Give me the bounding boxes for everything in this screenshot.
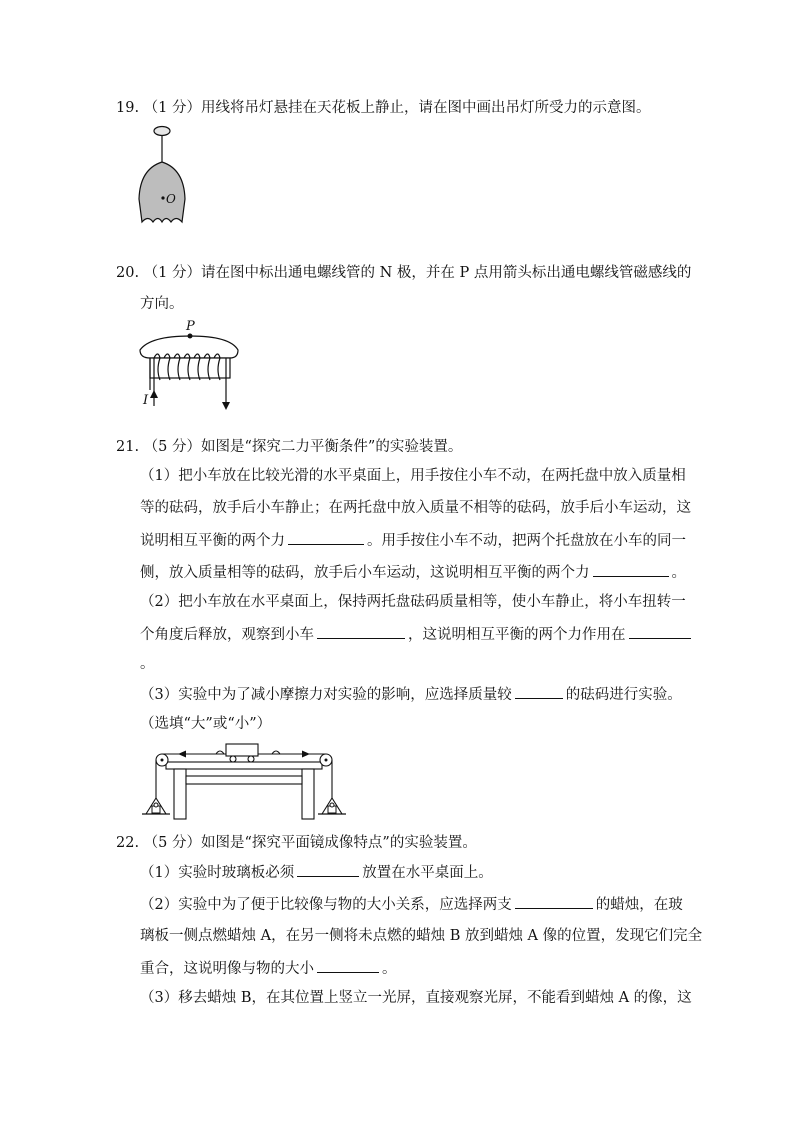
q21-p1-line3 — [140, 530, 686, 551]
q22-p1-b: 放置在水平桌面上。 — [362, 865, 493, 881]
q21-answer-blank-2[interactable] — [593, 562, 669, 577]
q19-label-o: O — [166, 192, 176, 206]
q19-lamp-figure — [130, 124, 210, 234]
q22-p3: （3）移去蜡烛 B，在其位置上竖立一光屏，直接观察光屏，不能看到蜡烛 A 的像，这 — [140, 990, 692, 1006]
q21-p2-line1: （2）把小车放在水平桌面上，保持两托盘砝码质量相等，使小车静止，将小车扭转一 — [140, 594, 686, 610]
q21-answer-blank-4[interactable] — [629, 624, 691, 639]
q20-text-line1: 20. （1 分）请在图中标出通电螺线管的 N 极，并在 P 点用箭头标出通电螺线管磁感线的 — [116, 265, 692, 281]
q20-label-p: P — [186, 319, 195, 334]
q22-answer-blank-2[interactable] — [515, 894, 593, 909]
q21-p1-line1: （1）把小车放在比较光滑的水平桌面上，用手按住小车不动，在两托盘中放入质量相 — [140, 468, 686, 484]
q22-p2-line2: 璃板一侧点燃蜡烛 A，在另一侧将未点燃的蜡烛 B 放到蜡烛 A 像的位置，发现它们完全 — [140, 928, 703, 944]
q21-p1-line4-a: 侧，放入质量相等的砝码，放手后小车运动，这说明相互平衡的两个力 — [140, 565, 590, 581]
q22-p1-a: （1）实验时玻璃板必须 — [140, 865, 295, 881]
q22-p2-line1 — [140, 894, 683, 915]
q21-title: 21. （5 分）如图是“探究二力平衡条件”的实验装置。 — [116, 439, 463, 455]
q22-answer-blank-3[interactable] — [317, 958, 379, 973]
q22-p1 — [140, 862, 493, 883]
q22-answer-blank-1[interactable] — [297, 862, 359, 877]
q21-p2-line2 — [140, 624, 694, 645]
q20-text-line2: 方向。 — [140, 296, 184, 312]
q21-p2-line3: 。 — [140, 656, 155, 672]
q22-p2-line1-b: 的蜡烛，在玻 — [595, 897, 683, 913]
q21-answer-blank-5[interactable] — [515, 684, 563, 699]
q22-p2-line1-a: （2）实验中为了便于比较像与物的大小关系，应选择两支 — [140, 897, 512, 913]
q22-p2-line3 — [140, 958, 397, 979]
q21-p1-line3-b: 。用手按住小车不动，把两个托盘放在小车的同一 — [367, 533, 686, 549]
q21-p3-line1-a: （3）实验中为了减小摩擦力对实验的影响，应选择质量较 — [140, 687, 512, 703]
q21-p1-line2: 等的砝码，放手后小车静止；在两托盘中放入质量不相等的砝码，放手后小车运动，这 — [140, 500, 691, 516]
q19-text: 19. （1 分）用线将吊灯悬挂在天花板上静止，请在图中画出吊灯所受力的示意图。 — [116, 100, 651, 116]
q21-p2-line2-b: ，这说明相互平衡的两个力作用在 — [408, 627, 626, 643]
q21-p2-line2-a: 个角度后释放，观察到小车 — [140, 627, 314, 643]
q21-p3-line1-b: 的砝码进行实验。 — [565, 687, 682, 703]
q20-solenoid-figure — [130, 318, 250, 413]
q22-p2-line3-b: 。 — [382, 961, 397, 977]
q21-apparatus-figure — [138, 738, 348, 820]
q22-p2-line3-a: 重合，这说明像与物的大小 — [140, 961, 314, 977]
q21-p1-line4-b: 。 — [671, 565, 686, 581]
q22-title: 22. （5 分）如图是“探究平面镜成像特点”的实验装置。 — [116, 835, 477, 851]
q21-p3-line2: （选填“大”或“小”） — [140, 716, 272, 732]
q21-answer-blank-3[interactable] — [317, 624, 405, 639]
q21-p3-line1 — [140, 684, 682, 705]
q21-p1-line3-a: 说明相互平衡的两个力 — [140, 533, 285, 549]
q20-label-i: I — [143, 393, 149, 408]
q21-p1-line4 — [140, 562, 686, 583]
q21-answer-blank-1[interactable] — [288, 530, 364, 545]
